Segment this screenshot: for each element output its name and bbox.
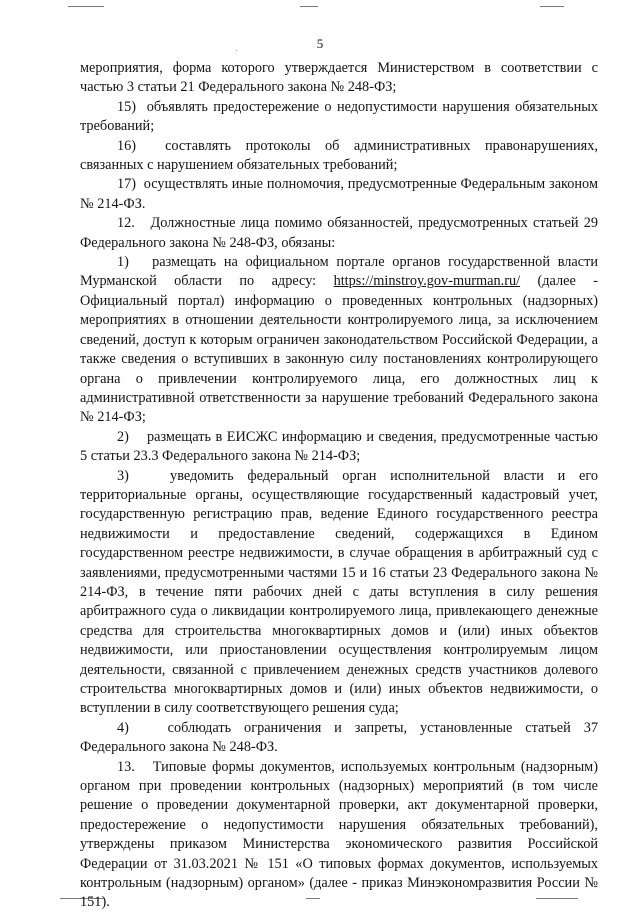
duty-item-1 (80, 253, 598, 428)
section-12: 12. Должностные лица помимо обязанностей, предусмотренных статьей 29 Федерального закона № 248-ФЗ, обязаны: (80, 215, 598, 251)
duty-item-1-text-start: 1) размещать на официальном портале органов государственной власти Мурманской области по адресу: (80, 254, 598, 290)
portal-link[interactable]: https://minstroy.gov-murman.ru/ (333, 273, 521, 290)
list-item-17: 17) осуществлять иные полномочия, предусмотренные Федеральным законом № 214-ФЗ. (80, 176, 598, 212)
duty-item-2: 2) размещать в ЕИСЖС информацию и сведения, предусмотренные частью 5 статьи 23.3 Федерального закона № 214-ФЗ; (80, 428, 598, 465)
section-13: 13. Типовые формы документов, используемых контрольным (надзорным) органом при проведении контрольных (надзорных) мероприятий (в том числе решение о проведении документарной проверки, акт документарной проверки, предостережение о недопустимости нарушения обязательных требований), утверждены приказом Министерства экономического развития Российской Федерации от 31.03.2021 № 151 «О типовых формах документов, используемых контрольным (надзорным) органом» (далее - приказ Минэкономразвития России № 151). (80, 758, 598, 911)
paragraph: мероприятия, форма которого утверждается Министерством в соответствии с частью 3 статьи 21 Федерального закона № 248-ФЗ; (80, 60, 598, 96)
list-item-16: 16) составлять протоколы об административных правонарушениях, связанных с нарушением обязательных требований; (80, 137, 598, 174)
scan-speck (236, 50, 237, 51)
scan-mark-top-2 (300, 6, 318, 7)
scan-mark-top-1 (68, 6, 104, 7)
duty-item-1-text-end: (далее - Официальный портал) информацию о проведенных контрольных (надзорных) мероприятиях в отношении деятельности контролируемого лица, за исключением сведений, доступ к которым ограничен законодательством Российской Федерации, а также сведения о вступивших в законную силу постановлениях контролирующего органа о привлечении контролируемого лица, его должностных лиц к административной ответственности за нарушение требований Федерального закона № 214-ФЗ; (80, 273, 598, 426)
duty-item-3: 3) уведомить федеральный орган исполнительной власти и его территориальные органы, осуществляющие государственный кадастровый учет, государственную регистрацию прав, ведение Единого государственного реестра недвижимости и предоставление сведений, содержащихся в Едином государственном реестре недвижимости, в случае обращения в арбитражный суд с заявлениями, предусмотренными частями 15 и 16 статьи 23 Федерального закона № 214-ФЗ, в течение пяти рабочих дней с даты вступления в силу решения арбитражного суда о ликвидации контролируемого лица, привлекающего денежные средства для строительства многоквартирных домов и (или) иных объектов недвижимости, или приостановлении осуществления контролируемым лицом деятельности, связанной с привлечением денежных средств участников долевого строительства многоквартирных домов и (или) иных объектов недвижимости, о вступлении в силу соответствующего решения суда; (80, 467, 598, 717)
document-body (80, 59, 598, 913)
page-number: 5 (316, 36, 324, 51)
list-item-15: 15) объявлять предостережение о недопустимости нарушения обязательных требований; (80, 98, 598, 135)
scan-mark-top-3 (540, 6, 564, 7)
duty-item-4: 4) соблюдать ограничения и запреты, установленные статьей 37 Федерального закона № 248-ФЗ. (80, 719, 598, 756)
